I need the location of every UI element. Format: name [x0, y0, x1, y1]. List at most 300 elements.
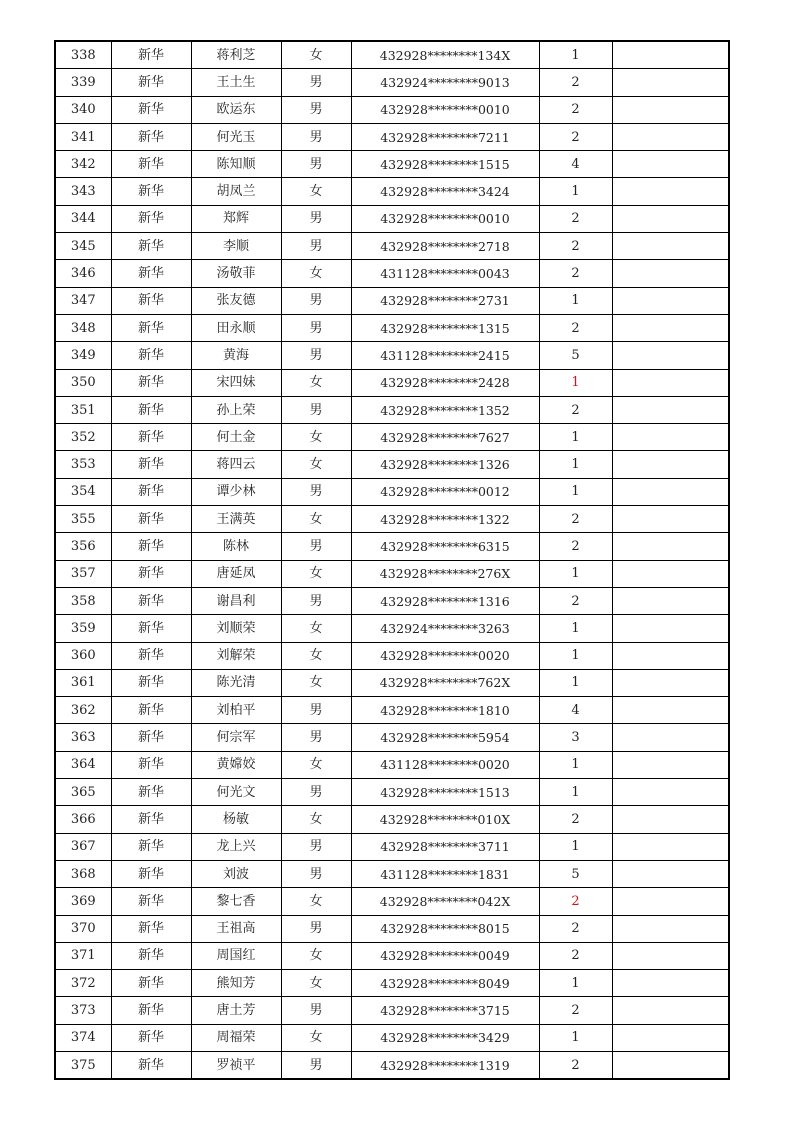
gender-cell: 男: [281, 915, 351, 942]
row-number-cell: 362: [55, 697, 111, 724]
row-number-cell: 374: [55, 1024, 111, 1051]
row-number-cell: 371: [55, 942, 111, 969]
row-number-cell: 346: [55, 260, 111, 287]
remarks-cell: [612, 151, 729, 178]
remarks-cell: [612, 560, 729, 587]
count-cell: 1: [539, 478, 612, 505]
table-row: [55, 533, 729, 560]
village-cell: 新华: [111, 970, 191, 997]
village-cell: 新华: [111, 533, 191, 560]
name-cell: 罗祯平: [191, 1051, 281, 1079]
count-cell: 1: [539, 451, 612, 478]
id-number-cell: 432928********1352: [351, 396, 539, 423]
table-row: [55, 751, 729, 778]
gender-cell: 男: [281, 314, 351, 341]
gender-cell: 女: [281, 424, 351, 451]
id-number-cell: 432928********5954: [351, 724, 539, 751]
remarks-cell: [612, 478, 729, 505]
row-number-cell: 345: [55, 233, 111, 260]
table-row: [55, 260, 729, 287]
id-number-cell: 432928********1515: [351, 151, 539, 178]
gender-cell: 男: [281, 1051, 351, 1079]
remarks-cell: [612, 615, 729, 642]
village-cell: 新华: [111, 669, 191, 696]
gender-cell: 男: [281, 997, 351, 1024]
table-row: [55, 123, 729, 150]
row-number-cell: 339: [55, 69, 111, 96]
table-row: [55, 560, 729, 587]
row-number-cell: 361: [55, 669, 111, 696]
gender-cell: 男: [281, 724, 351, 751]
count-cell: 1: [539, 424, 612, 451]
remarks-cell: [612, 915, 729, 942]
count-cell: 2: [539, 942, 612, 969]
name-cell: 谭少林: [191, 478, 281, 505]
id-number-cell: 432928********1322: [351, 506, 539, 533]
table-row: [55, 424, 729, 451]
id-number-cell: 432924********9013: [351, 69, 539, 96]
row-number-cell: 358: [55, 587, 111, 614]
village-cell: 新华: [111, 314, 191, 341]
count-cell: 2: [539, 96, 612, 123]
id-number-cell: 432928********2718: [351, 233, 539, 260]
village-cell: 新华: [111, 451, 191, 478]
count-cell: 2: [539, 260, 612, 287]
name-cell: 胡凤兰: [191, 178, 281, 205]
name-cell: 刘柏平: [191, 697, 281, 724]
count-cell: 1: [539, 41, 612, 69]
table-row: [55, 41, 729, 69]
table-row: [55, 970, 729, 997]
gender-cell: 男: [281, 587, 351, 614]
remarks-cell: [612, 205, 729, 232]
gender-cell: 男: [281, 151, 351, 178]
gender-cell: 女: [281, 751, 351, 778]
remarks-cell: [612, 587, 729, 614]
village-cell: 新华: [111, 424, 191, 451]
village-cell: 新华: [111, 751, 191, 778]
count-cell: 1: [539, 751, 612, 778]
id-number-cell: 432928********1315: [351, 314, 539, 341]
count-cell: 4: [539, 697, 612, 724]
village-cell: 新华: [111, 287, 191, 314]
id-number-cell: 432928********2731: [351, 287, 539, 314]
village-cell: 新华: [111, 1051, 191, 1079]
id-number-cell: 432928********0010: [351, 205, 539, 232]
village-cell: 新华: [111, 178, 191, 205]
row-number-cell: 356: [55, 533, 111, 560]
name-cell: 蒋利芝: [191, 41, 281, 69]
name-cell: 周国红: [191, 942, 281, 969]
count-cell: 1: [539, 560, 612, 587]
table-row: [55, 96, 729, 123]
village-cell: 新华: [111, 915, 191, 942]
table-row: [55, 997, 729, 1024]
row-number-cell: 375: [55, 1051, 111, 1079]
name-cell: 杨敏: [191, 806, 281, 833]
row-number-cell: 352: [55, 424, 111, 451]
village-cell: 新华: [111, 697, 191, 724]
table-row: [55, 915, 729, 942]
gender-cell: 男: [281, 833, 351, 860]
table-row: [55, 833, 729, 860]
gender-cell: 女: [281, 369, 351, 396]
table-row: [55, 478, 729, 505]
village-cell: 新华: [111, 342, 191, 369]
remarks-cell: [612, 506, 729, 533]
count-cell: 2: [539, 806, 612, 833]
table-row: [55, 942, 729, 969]
remarks-cell: [612, 751, 729, 778]
table-row: [55, 779, 729, 806]
table-row: [55, 151, 729, 178]
row-number-cell: 343: [55, 178, 111, 205]
row-number-cell: 369: [55, 888, 111, 915]
row-number-cell: 373: [55, 997, 111, 1024]
count-cell: 1: [539, 669, 612, 696]
name-cell: 黎七香: [191, 888, 281, 915]
count-cell: 1: [539, 178, 612, 205]
village-cell: 新华: [111, 233, 191, 260]
name-cell: 何宗军: [191, 724, 281, 751]
name-cell: 孙上荣: [191, 396, 281, 423]
remarks-cell: [612, 314, 729, 341]
name-cell: 李顺: [191, 233, 281, 260]
name-cell: 谢昌利: [191, 587, 281, 614]
count-cell: 2: [539, 69, 612, 96]
table-row: [55, 369, 729, 396]
village-cell: 新华: [111, 724, 191, 751]
id-number-cell: 432928********6315: [351, 533, 539, 560]
remarks-cell: [612, 342, 729, 369]
table-row: [55, 697, 729, 724]
village-cell: 新华: [111, 1024, 191, 1051]
name-cell: 黄海: [191, 342, 281, 369]
remarks-cell: [612, 287, 729, 314]
village-cell: 新华: [111, 888, 191, 915]
remarks-cell: [612, 942, 729, 969]
village-cell: 新华: [111, 506, 191, 533]
count-cell: 2: [539, 123, 612, 150]
village-cell: 新华: [111, 396, 191, 423]
row-number-cell: 370: [55, 915, 111, 942]
table-row: [55, 806, 729, 833]
name-cell: 何土金: [191, 424, 281, 451]
remarks-cell: [612, 669, 729, 696]
id-number-cell: 432928********0012: [351, 478, 539, 505]
table-row: [55, 860, 729, 887]
gender-cell: 女: [281, 178, 351, 205]
village-cell: 新华: [111, 587, 191, 614]
count-cell: 2: [539, 1051, 612, 1079]
gender-cell: 男: [281, 478, 351, 505]
village-cell: 新华: [111, 151, 191, 178]
id-number-cell: 432928********0020: [351, 642, 539, 669]
table-row: [55, 178, 729, 205]
remarks-cell: [612, 69, 729, 96]
count-cell: 5: [539, 342, 612, 369]
table-row: [55, 587, 729, 614]
village-cell: 新华: [111, 806, 191, 833]
gender-cell: 男: [281, 287, 351, 314]
table-row: [55, 615, 729, 642]
count-cell: 2: [539, 314, 612, 341]
name-cell: 唐土芳: [191, 997, 281, 1024]
name-cell: 欧运东: [191, 96, 281, 123]
gender-cell: 女: [281, 506, 351, 533]
remarks-cell: [612, 1024, 729, 1051]
id-number-cell: 431128********0020: [351, 751, 539, 778]
count-cell: 2: [539, 205, 612, 232]
row-number-cell: 344: [55, 205, 111, 232]
name-cell: 熊知芳: [191, 970, 281, 997]
gender-cell: 女: [281, 669, 351, 696]
name-cell: 龙上兴: [191, 833, 281, 860]
table-row: [55, 205, 729, 232]
id-number-cell: 432924********3263: [351, 615, 539, 642]
gender-cell: 男: [281, 96, 351, 123]
remarks-cell: [612, 260, 729, 287]
id-number-cell: 432928********1326: [351, 451, 539, 478]
remarks-cell: [612, 424, 729, 451]
count-cell: 5: [539, 860, 612, 887]
id-number-cell: 432928********3711: [351, 833, 539, 860]
village-cell: 新华: [111, 69, 191, 96]
id-number-cell: 432928********042X: [351, 888, 539, 915]
id-number-cell: 432928********1319: [351, 1051, 539, 1079]
remarks-cell: [612, 970, 729, 997]
name-cell: 陈林: [191, 533, 281, 560]
id-number-cell: 432928********010X: [351, 806, 539, 833]
count-cell: 2: [539, 888, 612, 915]
remarks-cell: [612, 779, 729, 806]
row-number-cell: 347: [55, 287, 111, 314]
gender-cell: 女: [281, 970, 351, 997]
gender-cell: 女: [281, 642, 351, 669]
gender-cell: 男: [281, 233, 351, 260]
row-number-cell: 355: [55, 506, 111, 533]
id-number-cell: 432928********3429: [351, 1024, 539, 1051]
remarks-cell: [612, 1051, 729, 1079]
table-row: [55, 724, 729, 751]
table-row: [55, 342, 729, 369]
name-cell: 陈光清: [191, 669, 281, 696]
count-cell: 2: [539, 396, 612, 423]
row-number-cell: 351: [55, 396, 111, 423]
remarks-cell: [612, 123, 729, 150]
id-number-cell: 432928********0049: [351, 942, 539, 969]
count-cell: 1: [539, 615, 612, 642]
id-number-cell: 432928********276X: [351, 560, 539, 587]
village-cell: 新华: [111, 942, 191, 969]
row-number-cell: 348: [55, 314, 111, 341]
row-number-cell: 350: [55, 369, 111, 396]
row-number-cell: 340: [55, 96, 111, 123]
id-number-cell: 432928********134X: [351, 41, 539, 69]
village-cell: 新华: [111, 96, 191, 123]
village-cell: 新华: [111, 260, 191, 287]
name-cell: 王土生: [191, 69, 281, 96]
name-cell: 何光玉: [191, 123, 281, 150]
remarks-cell: [612, 96, 729, 123]
name-cell: 唐延凤: [191, 560, 281, 587]
name-cell: 陈知顺: [191, 151, 281, 178]
household-table: [54, 40, 730, 1080]
row-number-cell: 357: [55, 560, 111, 587]
table-row: [55, 451, 729, 478]
count-cell: 1: [539, 369, 612, 396]
name-cell: 田永顺: [191, 314, 281, 341]
village-cell: 新华: [111, 369, 191, 396]
count-cell: 4: [539, 151, 612, 178]
village-cell: 新华: [111, 997, 191, 1024]
id-number-cell: 432928********1513: [351, 779, 539, 806]
village-cell: 新华: [111, 860, 191, 887]
name-cell: 刘顺荣: [191, 615, 281, 642]
gender-cell: 男: [281, 779, 351, 806]
count-cell: 1: [539, 970, 612, 997]
count-cell: 1: [539, 779, 612, 806]
id-number-cell: 432928********2428: [351, 369, 539, 396]
remarks-cell: [612, 724, 729, 751]
remarks-cell: [612, 451, 729, 478]
village-cell: 新华: [111, 205, 191, 232]
id-number-cell: 432928********8049: [351, 970, 539, 997]
village-cell: 新华: [111, 642, 191, 669]
id-number-cell: 432928********8015: [351, 915, 539, 942]
remarks-cell: [612, 860, 729, 887]
count-cell: 2: [539, 587, 612, 614]
row-number-cell: 338: [55, 41, 111, 69]
gender-cell: 男: [281, 205, 351, 232]
remarks-cell: [612, 369, 729, 396]
remarks-cell: [612, 806, 729, 833]
id-number-cell: 431128********2415: [351, 342, 539, 369]
row-number-cell: 349: [55, 342, 111, 369]
id-number-cell: 432928********762X: [351, 669, 539, 696]
remarks-cell: [612, 41, 729, 69]
id-number-cell: 432928********1316: [351, 587, 539, 614]
row-number-cell: 368: [55, 860, 111, 887]
remarks-cell: [612, 833, 729, 860]
name-cell: 何光文: [191, 779, 281, 806]
count-cell: 1: [539, 287, 612, 314]
count-cell: 2: [539, 233, 612, 260]
table-row: [55, 888, 729, 915]
table-row: [55, 233, 729, 260]
row-number-cell: 365: [55, 779, 111, 806]
id-number-cell: 432928********3715: [351, 997, 539, 1024]
id-number-cell: 432928********3424: [351, 178, 539, 205]
count-cell: 2: [539, 915, 612, 942]
table-row: [55, 506, 729, 533]
gender-cell: 女: [281, 1024, 351, 1051]
count-cell: 3: [539, 724, 612, 751]
village-cell: 新华: [111, 560, 191, 587]
gender-cell: 男: [281, 342, 351, 369]
row-number-cell: 366: [55, 806, 111, 833]
gender-cell: 男: [281, 396, 351, 423]
gender-cell: 女: [281, 260, 351, 287]
gender-cell: 女: [281, 560, 351, 587]
name-cell: 黄嫦姣: [191, 751, 281, 778]
table-row: [55, 1051, 729, 1079]
count-cell: 1: [539, 1024, 612, 1051]
gender-cell: 男: [281, 69, 351, 96]
gender-cell: 女: [281, 451, 351, 478]
remarks-cell: [612, 533, 729, 560]
table-row: [55, 642, 729, 669]
gender-cell: 女: [281, 41, 351, 69]
gender-cell: 男: [281, 860, 351, 887]
name-cell: 宋四妹: [191, 369, 281, 396]
village-cell: 新华: [111, 123, 191, 150]
name-cell: 汤敬菲: [191, 260, 281, 287]
gender-cell: 女: [281, 615, 351, 642]
row-number-cell: 342: [55, 151, 111, 178]
name-cell: 郑辉: [191, 205, 281, 232]
id-number-cell: 432928********1810: [351, 697, 539, 724]
table-row: [55, 669, 729, 696]
name-cell: 刘波: [191, 860, 281, 887]
remarks-cell: [612, 997, 729, 1024]
name-cell: 周福荣: [191, 1024, 281, 1051]
id-number-cell: 431128********1831: [351, 860, 539, 887]
remarks-cell: [612, 396, 729, 423]
gender-cell: 女: [281, 806, 351, 833]
name-cell: 刘解荣: [191, 642, 281, 669]
gender-cell: 男: [281, 533, 351, 560]
village-cell: 新华: [111, 615, 191, 642]
id-number-cell: 432928********0010: [351, 96, 539, 123]
name-cell: 王祖高: [191, 915, 281, 942]
gender-cell: 男: [281, 123, 351, 150]
table-row: [55, 1024, 729, 1051]
id-number-cell: 432928********7211: [351, 123, 539, 150]
row-number-cell: 354: [55, 478, 111, 505]
remarks-cell: [612, 178, 729, 205]
row-number-cell: 364: [55, 751, 111, 778]
table-row: [55, 314, 729, 341]
count-cell: 1: [539, 642, 612, 669]
id-number-cell: 431128********0043: [351, 260, 539, 287]
table-row: [55, 396, 729, 423]
remarks-cell: [612, 233, 729, 260]
remarks-cell: [612, 888, 729, 915]
count-cell: 2: [539, 533, 612, 560]
remarks-cell: [612, 642, 729, 669]
row-number-cell: 363: [55, 724, 111, 751]
count-cell: 2: [539, 997, 612, 1024]
row-number-cell: 367: [55, 833, 111, 860]
name-cell: 蒋四云: [191, 451, 281, 478]
name-cell: 张友德: [191, 287, 281, 314]
table-row: [55, 287, 729, 314]
remarks-cell: [612, 697, 729, 724]
id-number-cell: 432928********7627: [351, 424, 539, 451]
count-cell: 1: [539, 833, 612, 860]
gender-cell: 男: [281, 697, 351, 724]
row-number-cell: 360: [55, 642, 111, 669]
village-cell: 新华: [111, 779, 191, 806]
village-cell: 新华: [111, 478, 191, 505]
gender-cell: 女: [281, 942, 351, 969]
count-cell: 2: [539, 506, 612, 533]
village-cell: 新华: [111, 41, 191, 69]
table-row: [55, 69, 729, 96]
row-number-cell: 359: [55, 615, 111, 642]
row-number-cell: 372: [55, 970, 111, 997]
